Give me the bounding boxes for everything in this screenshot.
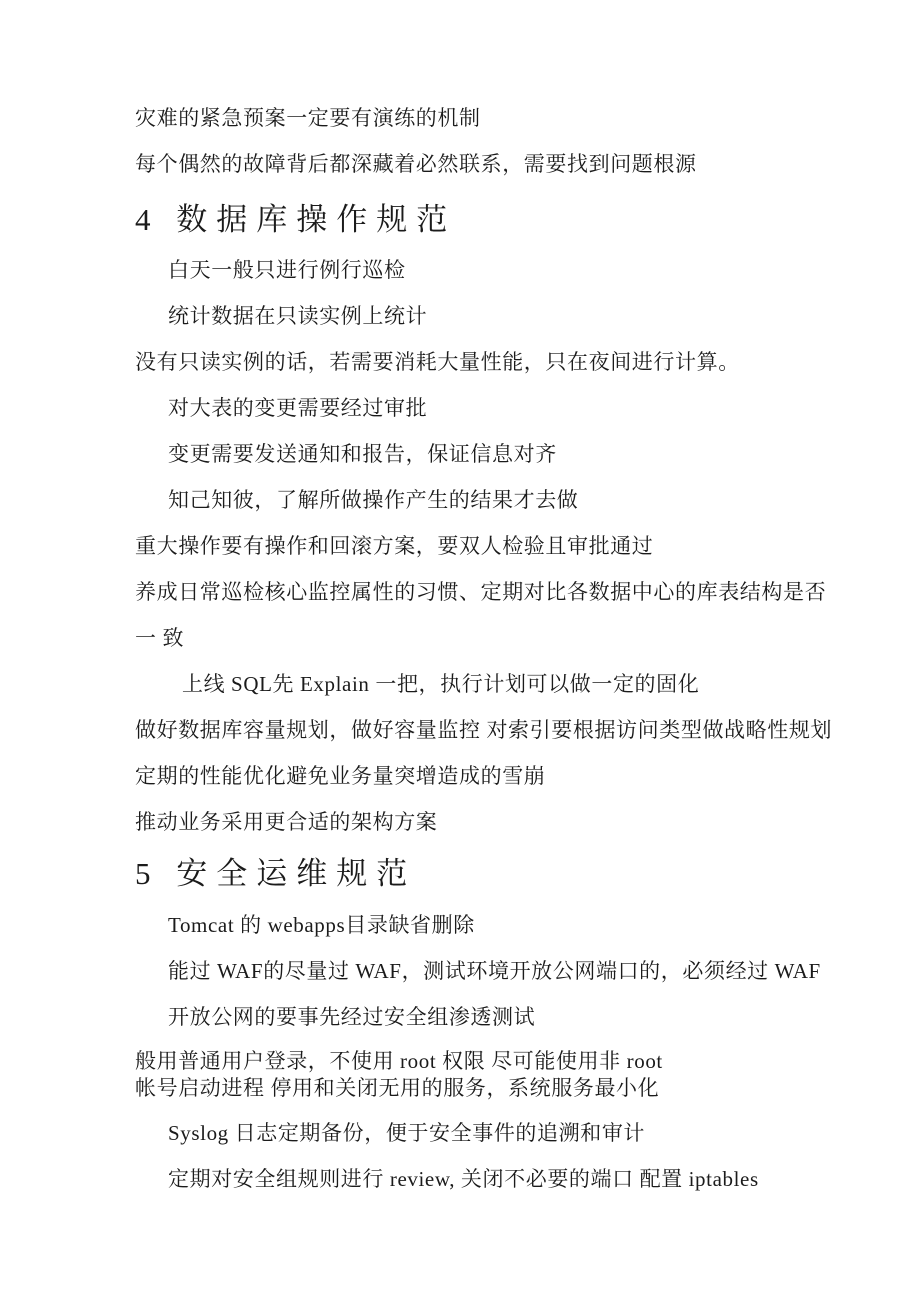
compact-paragraph-block — [135, 1048, 840, 1102]
paragraph: 每个偶然的故障背后都深藏着必然联系，需要找到问题根源 — [135, 152, 697, 176]
intro-paragraphs — [135, 95, 840, 187]
paragraph: 上线 SQL先 Explain 一把，执行计划可以做一定的固化 — [182, 672, 700, 696]
paragraph: 养成日常巡检核心监控属性的习惯、定期对比各数据中心的库表结构是否 — [135, 580, 827, 604]
paragraph: 灾难的紧急预案一定要有演练的机制 — [135, 106, 481, 130]
paragraph: Syslog 日志定期备份，便于安全事件的追溯和审计 — [168, 1121, 646, 1145]
document-sections — [135, 200, 840, 1202]
paragraph: 白天一般只进行例行巡检 — [168, 258, 406, 282]
section-heading: 4 数据库操作规范 — [135, 202, 457, 237]
paragraph: 能过 WAF的尽量过 WAF，测试环境开放公网端口的，必须经过 WAF — [168, 959, 821, 983]
document-section — [135, 854, 840, 1202]
paragraph: 推动业务采用更合适的架构方案 — [135, 810, 438, 834]
paragraph: 统计数据在只读实例上统计 — [168, 304, 428, 328]
paragraph: 做好数据库容量规划，做好容量监控 对索引要根据访问类型做战略性规划 — [135, 718, 833, 742]
paragraph-line: 般用普通用户登录，不使用 root 权限 尽可能使用非 root — [135, 1049, 663, 1073]
paragraph: 变更需要发送通知和报告，保证信息对齐 — [168, 442, 557, 466]
paragraph: 知己知彼，了解所做操作产生的结果才去做 — [168, 488, 579, 512]
paragraph: 定期的性能优化避免业务量突增造成的雪崩 — [135, 764, 546, 788]
paragraph: Tomcat 的 webapps目录缺省删除 — [168, 913, 475, 937]
paragraph: 没有只读实例的话，若需要消耗大量性能，只在夜间进行计算。 — [135, 350, 740, 374]
paragraph: 重大操作要有操作和回滚方案，要双人检验且审批通过 — [135, 534, 654, 558]
paragraph-line: 帐号启动进程 停用和关闭无用的服务，系统服务最小化 — [135, 1076, 660, 1100]
paragraph: 定期对安全组规则进行 review, 关闭不必要的端口 配置 iptables — [168, 1167, 759, 1191]
paragraph: 一 致 — [135, 626, 185, 650]
document-section — [135, 200, 840, 845]
section-heading: 5 安全运维规范 — [135, 856, 417, 891]
paragraph: 对大表的变更需要经过审批 — [168, 396, 428, 420]
paragraph: 开放公网的要事先经过安全组渗透测试 — [168, 1005, 536, 1029]
